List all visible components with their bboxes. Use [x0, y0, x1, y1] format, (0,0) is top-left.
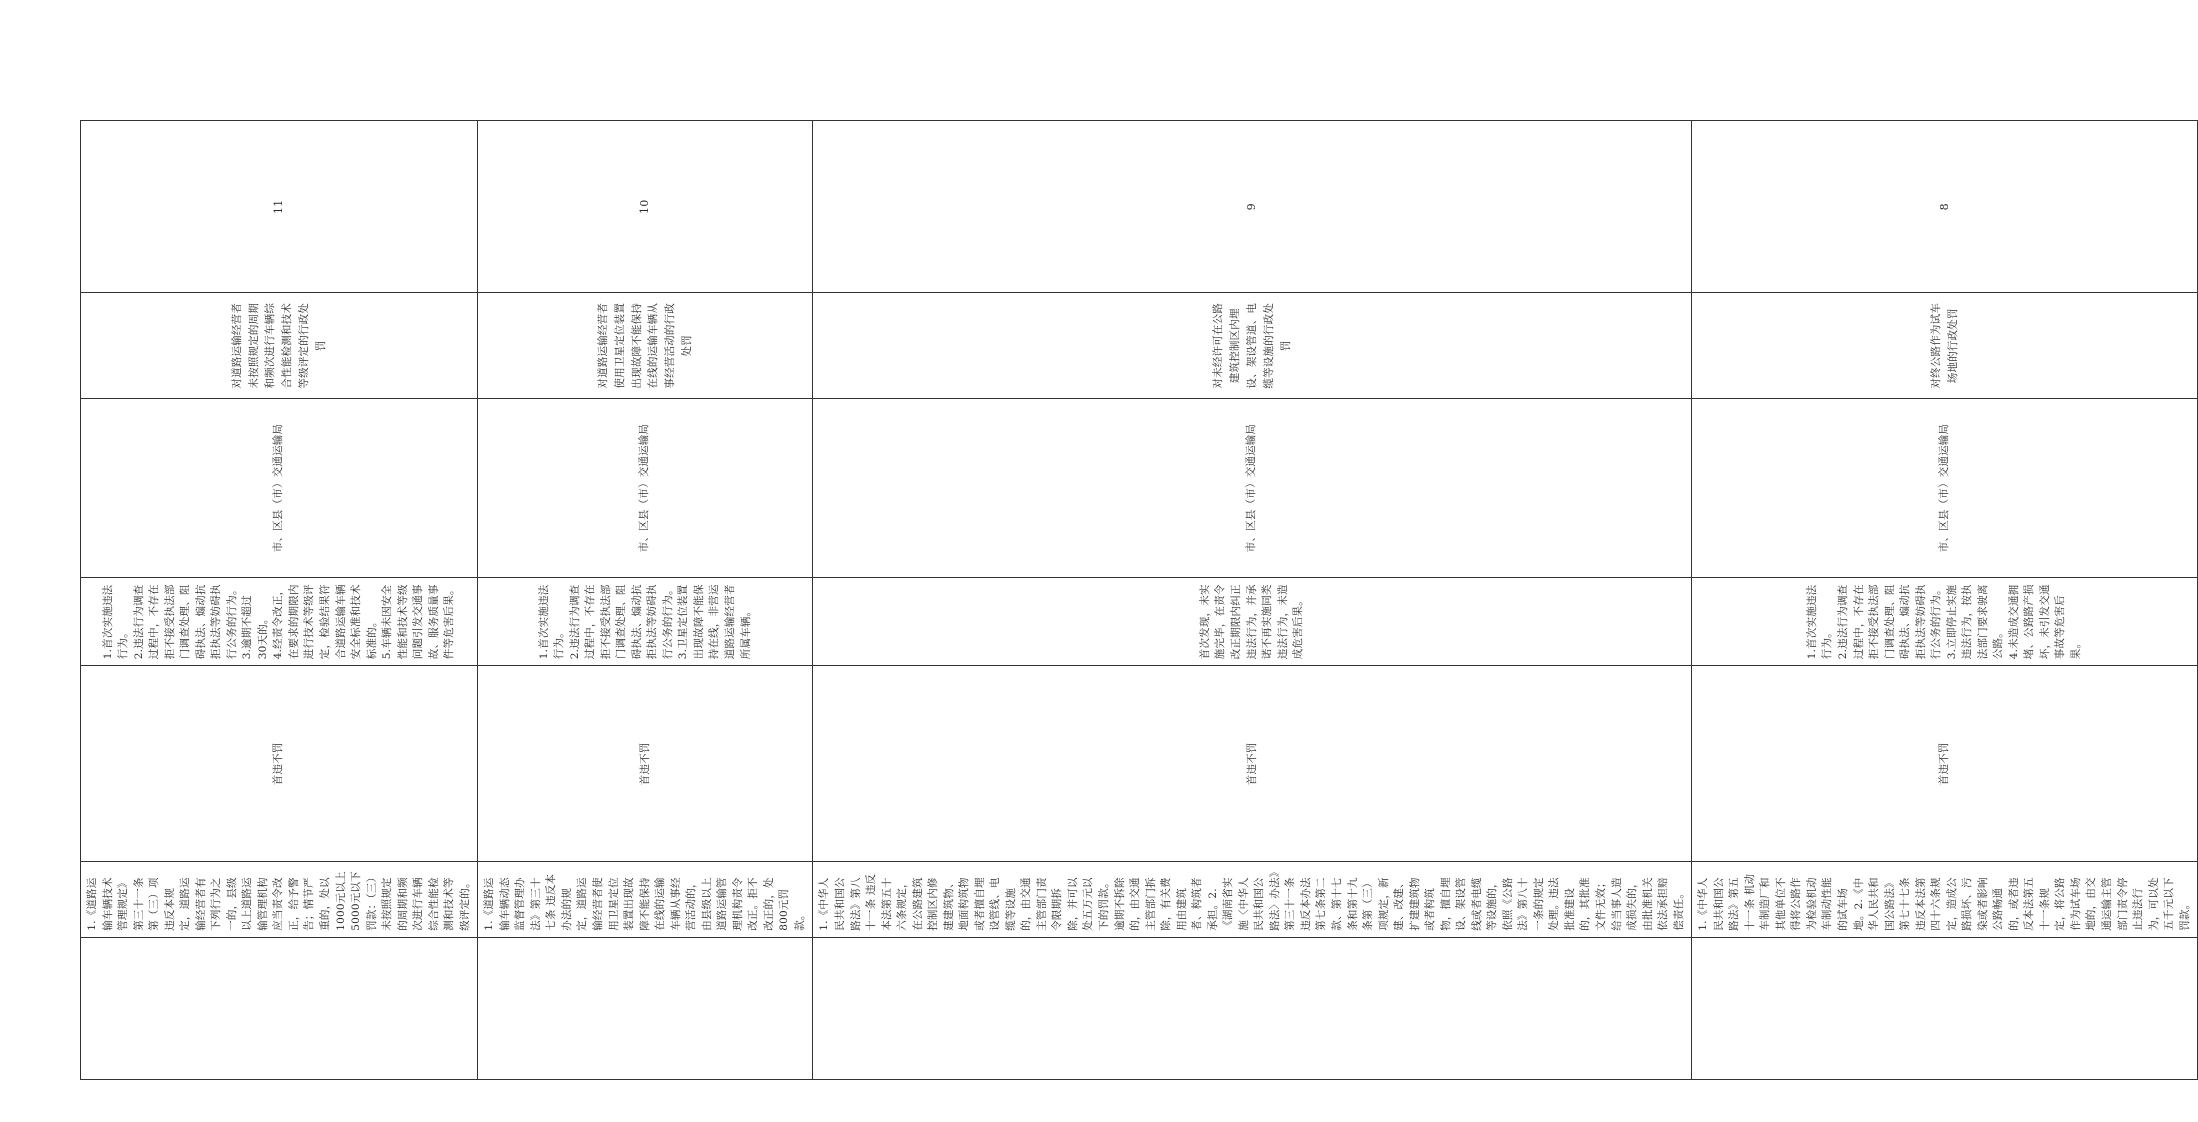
- department-cell: 市、区县（市）交通运输局: [1692, 399, 2198, 578]
- row-number: 10: [478, 121, 813, 293]
- situation-line: 1.首次实施违法行为。: [101, 584, 130, 660]
- row-number: 8: [1692, 121, 2198, 293]
- table-row: [81, 121, 478, 1080]
- penalty-cell: 首违不罚: [478, 666, 813, 862]
- situation-line: 4.经责令改正，在要求的期限内进行技术等级评定，检验结果符合道路运输车辆安全标准和技术标准的。: [272, 584, 378, 660]
- department-cell: 市、区县（市）交通运输局: [81, 399, 478, 578]
- situation-line: 1.首次实施违法行为。: [1805, 584, 1834, 660]
- situation-line: 2.违法行为调查过程中，不存在拒不接受执法部门调查处理、阻碍执法、煽动抗拒执法等妨碍执行公务的行为。: [568, 584, 674, 660]
- row-number: 11: [81, 121, 478, 293]
- blank-cell: [478, 937, 813, 1079]
- legal-basis-cell: 1.《道路运输车辆技术管理规定》第三十一条第（三）项 违反本规定，道路运输经营者有下列行为之一的，县级以上道路运输管理机构应当责令改正，给予警告；情节严重的，处以1000元以上5000元以下罚款：（三）未按照规定的周期和频次进行车辆综合性能检测和技术等级评定的。: [81, 862, 478, 937]
- blank-cell: [813, 937, 1692, 1079]
- item-cell: 对道路运输经营者使用卫星定位装置出现故障不能保持在线的运输车辆从事经营活动的行政处罚: [478, 293, 813, 399]
- situation-line: 3.卫星定位装置出现故障不能保持在线，非营运道路运输经营者所属车辆。: [677, 584, 752, 660]
- situation-line: 4.未造成交通拥堵、公路路产损坏，未引发交通事故等危害后果。: [2007, 584, 2082, 660]
- item-cell: 对未经许可在公路建筑控制区内埋设、架设管道、电缆等设施的行政处罚: [813, 293, 1692, 399]
- situation-line: 5.车辆未因安全性能和技术等级问题引发交通事故、服务质量事件等危害后果。: [381, 584, 456, 660]
- situation-cell: [81, 577, 478, 665]
- situation-line: 3.立即停止实施违法行为，按执法部门要求驶离公路。: [1945, 584, 2005, 660]
- table-row: [1692, 121, 2198, 1080]
- situation-cell: [1692, 577, 2198, 665]
- blank-cell: [1692, 937, 2198, 1079]
- blank-cell: [81, 937, 478, 1079]
- legal-basis-cell: 1.《中华人民共和国公路法》第五十一条 机动车制造厂和其他单位不得将公路作为检验机动车制动性能的试车场地。2.《中华人民共和国公路法》第七十七条 违反本法第四十六条规定，造成公路损坏、污染或者影响公路畅通的，或者违反本法第五十一条规定，将公路作为试车场地的，由交通运输主管部门责令停止违法行为，可以处五千元以下罚款。: [1692, 862, 2198, 937]
- item-cell: 对道路运输经营者未按照规定的周期和频次进行车辆综合性能检测和技术等级评定的行政处罚: [81, 293, 478, 399]
- table-row: [813, 121, 1692, 1080]
- table-row: [478, 121, 813, 1080]
- penalty-table: [80, 120, 2198, 1080]
- department-cell: 市、区县（市）交通运输局: [813, 399, 1692, 578]
- situation-line: 首次发现，未实施完毕，在责令改正期限内纠正违法行为，并承诺不再实施同类违法行为，未造成危害后果。: [1198, 584, 1305, 660]
- penalty-cell: 首违不罚: [813, 666, 1692, 862]
- legal-basis-cell: 1.《道路运输车辆动态监督管理办法》第三十七条 违反本办法的规定，道路运输经营者使用卫星定位装置出现故障不能保持在线的运输车辆从事经营活动的，由县级以上道路运输管理机构责令改正。拒不改正的，处800元罚款。: [478, 862, 813, 937]
- penalty-cell: 首违不罚: [1692, 666, 2198, 862]
- situation-line: 3.逾期不超过30天的。: [241, 595, 269, 660]
- penalty-cell: 首违不罚: [81, 666, 478, 862]
- row-number: 9: [813, 121, 1692, 293]
- situation-line: 1.首次实施违法行为。: [537, 584, 566, 660]
- department-cell: 市、区县（市）交通运输局: [478, 399, 813, 578]
- legal-basis-cell: 1.《中华人民共和国公路法》第八十一条 违反本法第五十六条规定，在公路建筑控制区内修建建筑物、地面构筑物或者擅自埋设管线、电缆等设施的，由交通主管部门责令限期拆除，并可以处五万元以下的罚款。逾期不拆除的，由交通主管部门拆除，有关费用由建筑者、构筑者承担。2.《湖南省实施〈中华人民共和国公路法〉办法》第三十一条 违反本办法第七条第二款、第十七条和第十九条第（三）项规定，新建、改建、扩建建筑物或者构筑物，擅自埋设、架设管线或者电缆等设施的，依照《公路法》第八十一条的规定处理。违法批准建设的，其批准文件无效；给当事人造成损失的，由批准机关依法承担赔偿责任。: [813, 862, 1692, 937]
- situation-line: 2.违法行为调查过程中，不存在拒不接受执法部门调查处理、阻碍执法、煽动抗拒执法等妨碍执行公务的行为。: [132, 584, 238, 660]
- rotated-table-page: [80, 120, 2191, 1080]
- item-cell: 对终公路作为试车场地的行政处罚: [1692, 293, 2198, 399]
- situation-cell: [813, 577, 1692, 665]
- situation-line: 2.违法行为调查过程中，不存在拒不接受执法部门调查处理、阻碍执法、煽动抗拒执法等妨碍执行公务的行为。: [1836, 584, 1943, 660]
- situation-cell: [478, 577, 813, 665]
